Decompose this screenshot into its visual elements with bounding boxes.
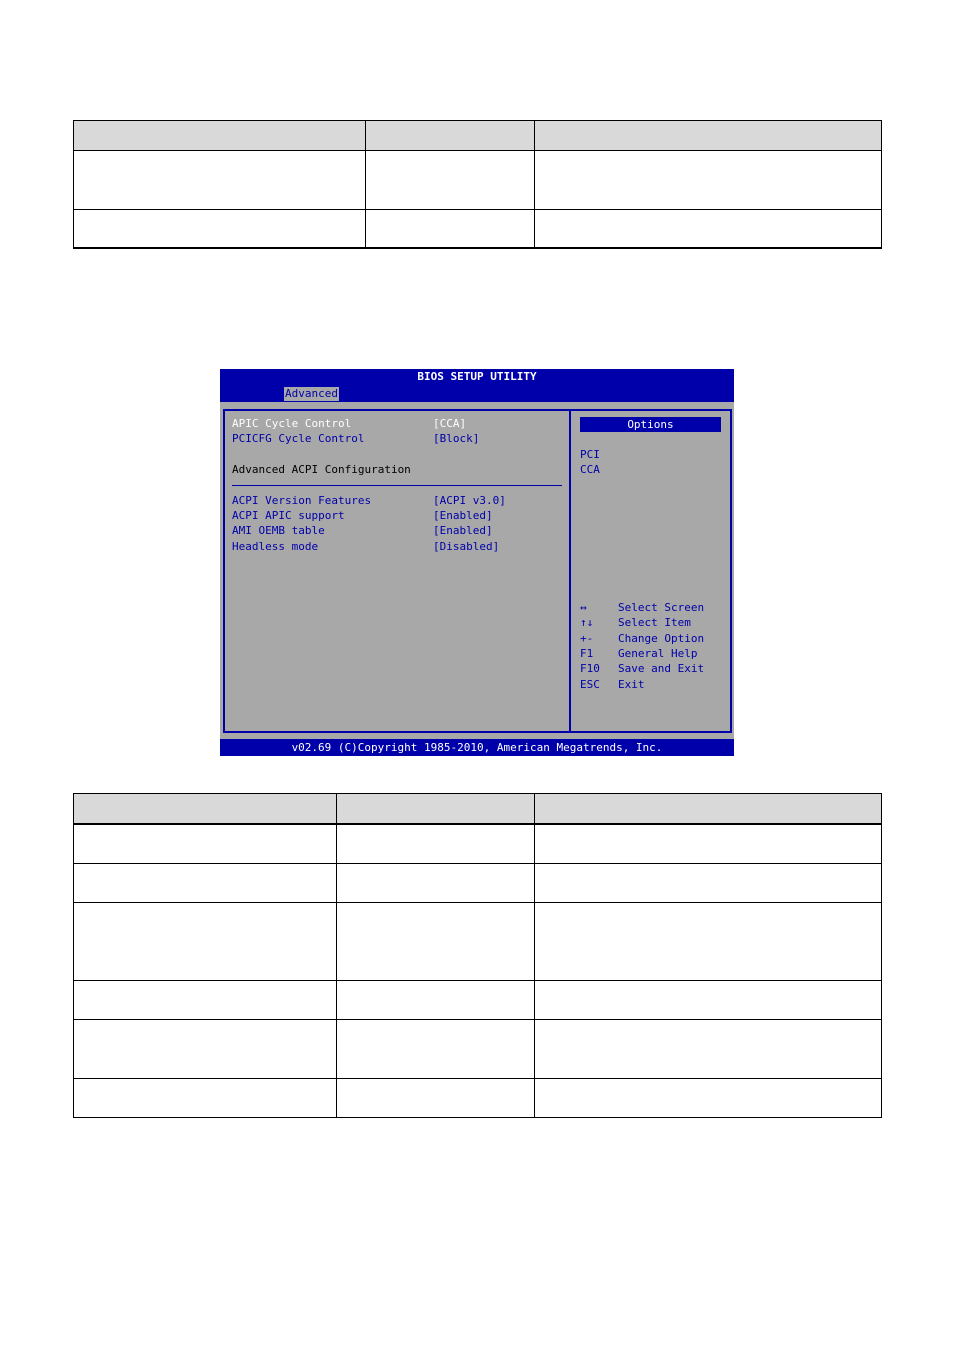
bottom-table [73,793,882,1118]
top-table [73,120,882,249]
key-f10: F10 [580,662,600,675]
bios-frame [223,409,732,733]
table-header-row [74,121,882,151]
key-help-select-screen: Select Screen [618,601,705,614]
table-row [74,151,882,210]
setting-headless-mode-label[interactable]: Headless mode [232,540,319,553]
table-header-row [74,794,882,825]
setting-apic-cycle-control-label[interactable]: APIC Cycle Control [232,417,352,430]
bios-divider [569,409,571,733]
table-row [74,981,882,1020]
section-underline [232,485,562,486]
key-arrows-lr-icon: ↔ [580,601,587,614]
setting-acpi-version-label[interactable]: ACPI Version Features [232,494,372,507]
setting-acpi-apic-support-value[interactable]: [Enabled] [433,509,493,522]
setting-ami-oemb-table-value[interactable]: [Enabled] [433,524,493,537]
option-pci[interactable]: PCI [580,448,600,461]
key-help-exit: Exit [618,678,645,691]
key-help-change-option: Change Option [618,632,705,645]
key-help-general-help: General Help [618,647,698,660]
key-esc: ESC [580,678,600,691]
setting-pcicfg-cycle-control-value[interactable]: [Block] [433,432,480,445]
table-row [74,1079,882,1118]
table-row [74,824,882,864]
bios-tab-bar [220,385,734,402]
key-f1: F1 [580,647,594,660]
key-help-save-exit: Save and Exit [618,662,705,675]
setting-pcicfg-cycle-control-label[interactable]: PCICFG Cycle Control [232,432,365,445]
setting-acpi-apic-support-label[interactable]: ACPI APIC support [232,509,345,522]
table-row [74,864,882,903]
bios-footer: v02.69 (C)Copyright 1985-2010, American Megatrends, Inc. [220,739,734,756]
key-plus-minus: +- [580,632,594,645]
setting-acpi-version-value[interactable]: [ACPI v3.0] [433,494,506,507]
key-arrows-ud-icon: ↑↓ [580,616,594,629]
table-row [74,903,882,981]
table-row [74,1020,882,1079]
setting-apic-cycle-control-value[interactable]: [CCA] [433,417,467,430]
bios-title: BIOS SETUP UTILITY [220,369,734,385]
tab-advanced[interactable]: Advanced [285,387,338,400]
table-row [74,210,882,249]
bios-screen [220,369,734,756]
section-heading: Advanced ACPI Configuration [232,463,411,476]
option-cca[interactable]: CCA [580,463,600,476]
setting-headless-mode-value[interactable]: [Disabled] [433,540,500,553]
setting-ami-oemb-table-label[interactable]: AMI OEMB table [232,524,325,537]
key-help-select-item: Select Item [618,616,691,629]
options-header: Options [580,417,721,432]
